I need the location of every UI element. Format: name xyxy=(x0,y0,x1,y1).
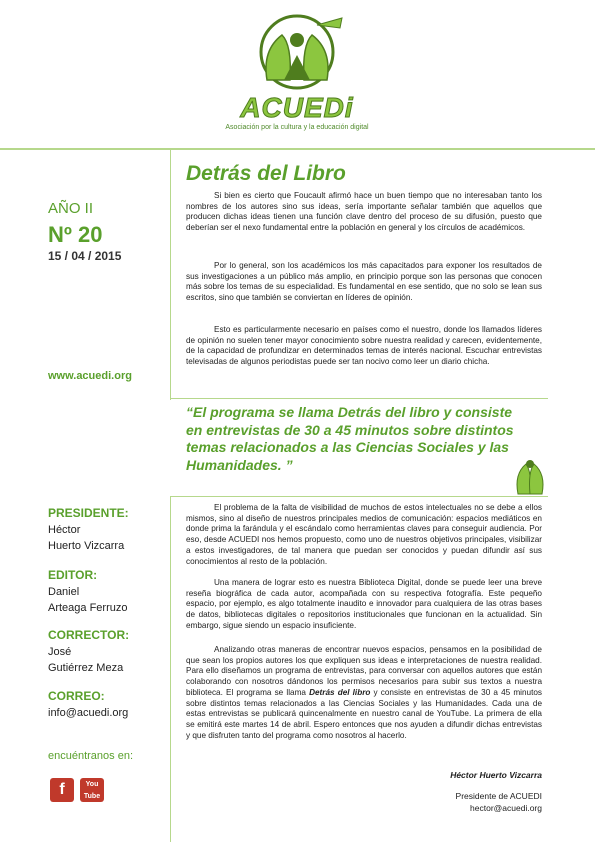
header-divider xyxy=(0,148,595,150)
paragraph-6-part-a: Analizando otras maneras de encontrar nuevos espacios, pensamos en la posibilidad de que sean los propios autores los que expliquen sus ideas e interpretaciones de nuestra realidad. Para ello diseñamos un programa de entrevistas, para conversar con aquellos autores que están colaborando con nosotros dándonos los permisos necesarios para subir sus textos a nuestra biblioteca. El programa se llama xyxy=(186,645,542,697)
quote-divider-top xyxy=(170,398,548,399)
website-link[interactable]: www.acuedi.org xyxy=(48,370,132,382)
article-paragraph xyxy=(186,325,542,368)
logo-wordmark: ACUEDi xyxy=(240,92,354,123)
acuedi-mascot-icon xyxy=(510,454,550,498)
issue-date: 15 / 04 / 2015 xyxy=(48,249,122,263)
article-paragraph xyxy=(186,645,542,741)
correo-label: CORREO: xyxy=(48,689,105,703)
corrector-label: CORRECTOR: xyxy=(48,628,130,642)
presidente-label: PRESIDENTE: xyxy=(48,506,129,520)
paragraph-2: Por lo general, son los académicos los más capacitados para exponer los resultados de sus investigaciones a un público más amplio, en principio porque son las personas que conocen más sobre los temas de su especialidad. Es fundamental en ese sentido, que no solo se lean sus escritos, sino que también se conviertan en líderes de opinión. xyxy=(186,261,542,303)
facebook-icon[interactable] xyxy=(50,778,74,802)
presidente-name-last: Huerto Vizcarra xyxy=(48,540,125,552)
youtube-icon[interactable] xyxy=(80,778,104,802)
youtube-glyph-bottom: Tube xyxy=(83,793,101,800)
signature-name: Héctor Huerto Vizcarra xyxy=(450,770,542,780)
article-title: Detrás del Libro xyxy=(186,162,346,185)
column-divider-bottom xyxy=(170,496,171,842)
article-paragraph xyxy=(186,261,542,304)
paragraph-3: Esto es particularmente necesario en países como el nuestro, donde los llamados líderes de opinión no suelen tener mayor conocimiento sobre nuestra realidad y carecen, evidentemente, de la capacidad de profundizar en determinados temas de interés nacional. Escuchar entrevistas televisadas de algunos periodistas puede ser tan nocivo como leer un diario chicha. xyxy=(186,325,542,367)
facebook-glyph: f xyxy=(59,781,65,798)
logo-subtitle: Asociación por la cultura y la educación digital xyxy=(225,124,369,131)
article-paragraph xyxy=(186,503,542,567)
youtube-glyph-top: You xyxy=(85,781,99,788)
column-divider-top xyxy=(170,150,171,400)
presidente-name-first: Héctor xyxy=(48,524,81,536)
correo-email-link[interactable]: info@acuedi.org xyxy=(48,707,129,719)
paragraph-4: El problema de la falta de visibilidad de muchos de estos intelectuales no se debe a ellos mismos, sino al diseño de nuestros principales medios de comunicación: espacios mediáticos en donde prima la farándula y el escándalo como herramientas claves para conseguir audiencia. Por eso, desde ACUEDI nos hemos propuesto, como uno de nuestros objetivos principales, visibilizar a estos investigadores, de tal manera que puedan ser conocidos y puedan difundir así sus conocimientos al resto de la población. xyxy=(186,503,542,566)
paragraph-6-part-b: y consiste en entrevistas de 30 a 45 minutos sobre distintos temas relacionados a las Ciencias Sociales y las Humanidades. Cada una de estas entrevistas se publicará quincenalmente en nuestro canal de YouTube. La primera de ella se emitirá este martes 14 de abril. Espero entonces que nos ayuden a difundir dichas entrevistas y que disfruten tanto del programa como nosotros al hacerlo. xyxy=(186,687,542,740)
article-paragraph xyxy=(186,578,542,632)
pull-quote: “El programa se llama Detrás del libro y consiste en entrevistas de 30 a 45 minutos sobre distintos temas relacionados a las Ciencias Sociales y las Humanidades. ” xyxy=(186,404,514,473)
find-us-label: encuéntranos en: xyxy=(48,750,134,762)
program-name: Detrás del libro xyxy=(309,687,371,697)
article-paragraph xyxy=(186,191,542,234)
signature-role: Presidente de ACUEDI xyxy=(455,791,542,801)
corrector-name-first: José xyxy=(48,646,72,658)
issue-number: Nº 20 xyxy=(48,222,103,247)
logo-figure-icon xyxy=(222,10,372,94)
signature-email-link[interactable]: hector@acuedi.org xyxy=(470,803,542,813)
corrector-name-last: Gutiérrez Meza xyxy=(48,662,124,674)
paragraph-1: Si bien es cierto que Foucault afirmó hace un buen tiempo que no interesaban tanto los nombres de los autores sino sus ideas, sería importante señalar también que aquellos que producen dichas ideas tienen una función clave dentro del proceso de su difusión, puesto que deberían ser el nexo fundamental entre la población en general y los círculos de académicos. xyxy=(186,191,542,233)
acuedi-logo xyxy=(222,10,372,130)
paragraph-6 xyxy=(186,645,542,741)
editor-label: EDITOR: xyxy=(48,568,98,582)
paragraph-5: Una manera de lograr esto es nuestra Biblioteca Digital, donde se puede leer una breve reseña biográfica de cada autor, acompañada con su respectiva fotografía. Este pequeño espacio, por ejemplo, es algo totalmente inaudito e innovador para cualquiera de las otras bases de datos, bibliotecas digitales o repositorios institucionales que funcionan en la actualidad. Sin embargo, sigue siendo un espacio insuficiente. xyxy=(186,578,542,630)
editor-name-last: Arteaga Ferruzo xyxy=(48,602,128,614)
quote-divider-bottom xyxy=(170,496,548,497)
editor-name-first: Daniel xyxy=(48,586,80,598)
issue-year: AÑO II xyxy=(48,200,94,217)
